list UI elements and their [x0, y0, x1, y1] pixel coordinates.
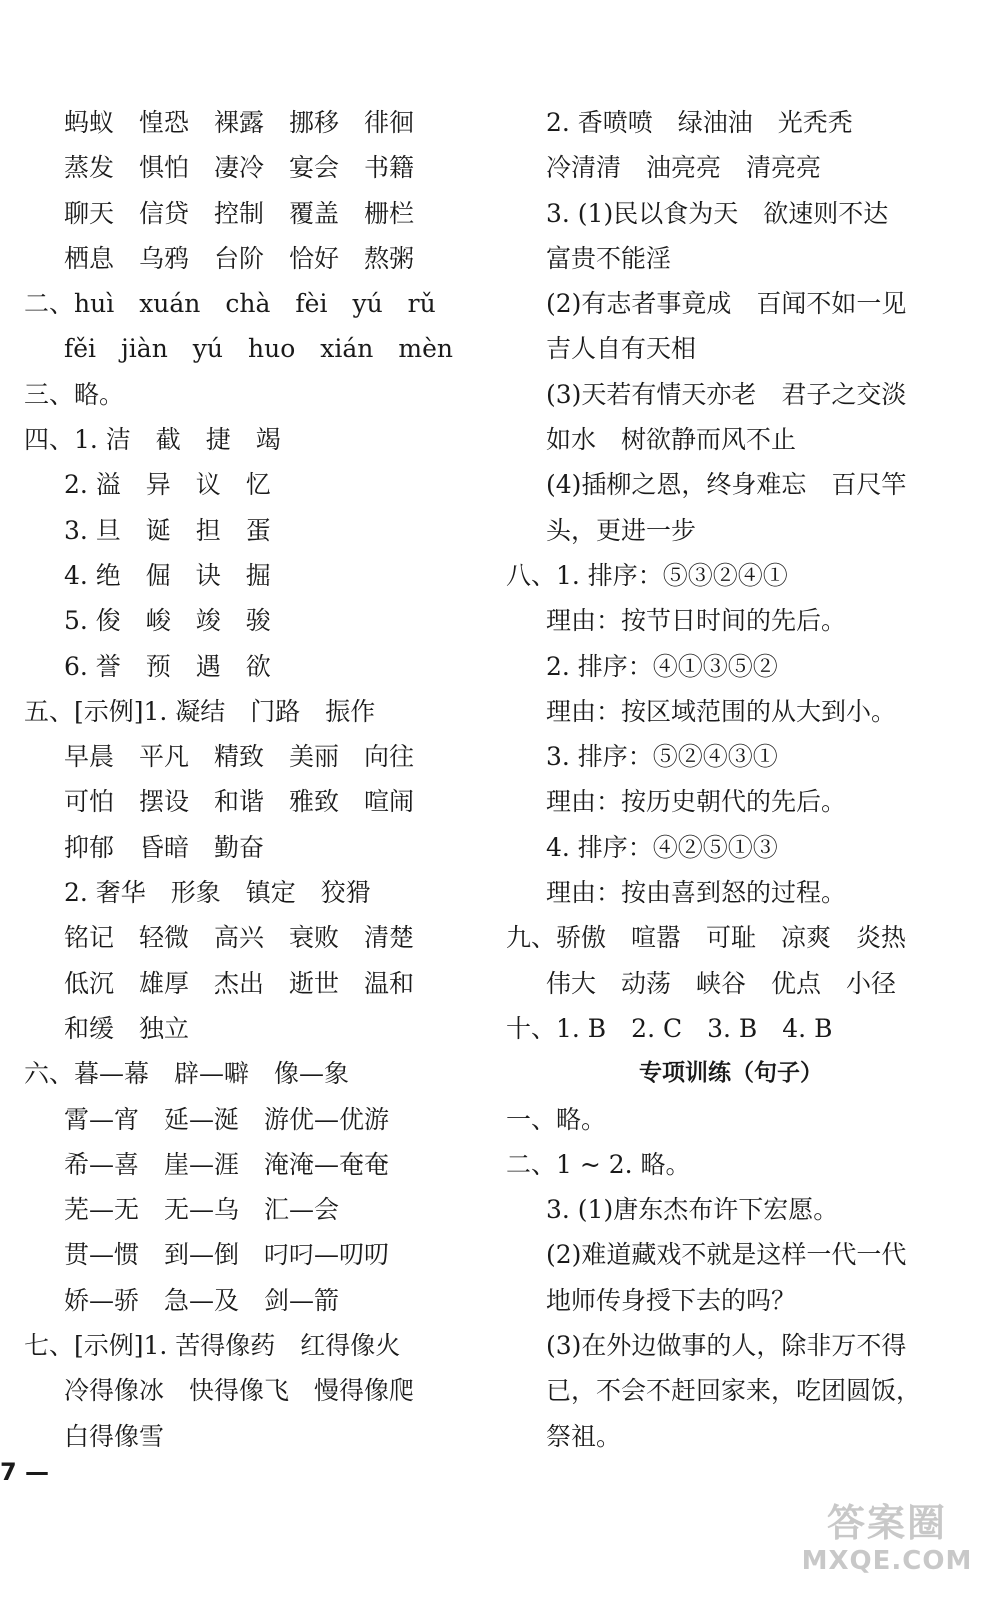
answer-line: 和缓 独立	[64, 1013, 190, 1043]
answer-line: 理由：按历史朝代的先后。	[546, 787, 847, 817]
answer-line: 2. 奢华 形象 镇定 狡猾	[64, 878, 371, 908]
watermark-logo	[794, 1500, 980, 1592]
answer-line: 冷清清 油亮亮 清亮亮	[546, 153, 822, 183]
answer-line: 理由：按区域范围的从大到小。	[546, 696, 897, 726]
answer-line: 十、1. B 2. C 3. B 4. B	[506, 1013, 833, 1043]
answer-line: 3. 旦 诞 担 蛋	[64, 515, 271, 545]
answer-line: 霄—宵 延—涎 游优—优游	[64, 1104, 390, 1134]
answer-line: 早晨 平凡 精致 美丽 向往	[64, 742, 415, 772]
answer-line: 白得像雪	[64, 1421, 165, 1451]
answer-line: 铭记 轻微 高兴 衰败 清楚	[64, 923, 415, 953]
answer-line: 娇—骄 急—及 剑—箭	[64, 1285, 340, 1315]
answer-line: 6. 誉 预 遇 欲	[64, 651, 271, 681]
answer-line: 六、暮—幕 辟—噼 像—象	[24, 1059, 350, 1089]
answer-line: 聊天 信贷 控制 覆盖 栅栏	[64, 198, 415, 228]
answer-line: 祭祖。	[546, 1421, 622, 1451]
watermark-url: MXQE.COM	[801, 1546, 973, 1576]
page-number: 7 —	[0, 1458, 50, 1486]
answer-line: 四、1. 洁 截 捷 竭	[24, 425, 281, 455]
answer-line: 二、1 ~ 2. 略。	[506, 1149, 691, 1179]
answer-line: (2)有志者事竟成 百闻不如一见	[546, 289, 907, 319]
answer-line: 3. 排序：⑤②④③①	[546, 742, 778, 772]
answer-line: 一、略。	[506, 1104, 607, 1134]
answer-line: 5. 俊 峻 竣 骏	[64, 606, 271, 636]
answer-line: 贯—惯 到—倒 叼叼—叨叨	[64, 1240, 390, 1270]
left-column	[24, 100, 464, 1459]
answer-line: 如水 树欲静而风不止	[546, 425, 797, 455]
answer-line: 七、[示例]1. 苦得像药 红得像火	[24, 1331, 401, 1361]
answer-line: 蚂蚁 惶恐 裸露 挪移 徘徊	[64, 108, 415, 137]
answer-line: 可怕 摆设 和谐 雅致 喧闹	[64, 787, 415, 817]
right-column	[506, 100, 956, 1459]
answer-line: 抑郁 昏暗 勤奋	[64, 832, 265, 862]
answer-line: 2. 香喷喷 绿油油 光秃秃	[546, 108, 853, 137]
answer-line: 二、huì xuán chà fèi yú rǔ	[24, 289, 436, 319]
answer-line: 地师传身授下去的吗？	[546, 1285, 797, 1315]
answer-line: 4. 绝 倔 诀 掘	[64, 560, 271, 590]
answer-line: 2. 排序：④①③⑤②	[546, 651, 778, 681]
answer-line: 冷得像冰 快得像飞 慢得像爬	[64, 1376, 415, 1406]
answer-line: 九、骄傲 喧嚣 可耻 凉爽 炎热	[506, 923, 907, 953]
answer-line: 五、[示例]1. 凝结 门路 振作	[24, 696, 376, 726]
answer-line: 希—喜 崖—涯 淹淹—奄奄	[64, 1149, 390, 1179]
answer-line: 理由：按节日时间的先后。	[546, 606, 847, 636]
answer-line: 富贵不能淫	[546, 243, 672, 273]
answer-line: 2. 溢 异 议 忆	[64, 470, 271, 500]
answer-line: 蒸发 惧怕 凄冷 宴会 书籍	[64, 153, 415, 183]
answer-line: 低沉 雄厚 杰出 逝世 温和	[64, 968, 415, 998]
watermark-text: 答案圈	[826, 1501, 947, 1545]
answer-line: (3)在外边做事的人，除非万不得	[546, 1331, 907, 1361]
answer-line: 三、略。	[24, 379, 125, 409]
answer-line: 3. (1)民以食为天 欲速则不达	[546, 198, 889, 228]
answer-line: 3. (1)唐东杰布许下宏愿。	[546, 1195, 839, 1225]
answer-line: 栖息 乌鸦 台阶 恰好 熬粥	[64, 243, 415, 273]
answer-line: 吉人自有天相	[546, 334, 697, 364]
answer-line: 已，不会不赶回家来，吃团圆饭，	[546, 1376, 922, 1406]
answer-line: 头，更进一步	[546, 515, 697, 545]
answer-line: (4)插柳之恩，终身难忘 百尺竿	[546, 470, 907, 500]
answer-line: 八、1. 排序：⑤③②④①	[506, 560, 788, 590]
answer-line: (3)天若有情天亦老 君子之交淡	[546, 379, 907, 409]
answer-line: (2)难道藏戏不就是这样一代一代	[546, 1240, 907, 1270]
answer-line: 伟大 动荡 峡谷 优点 小径	[546, 968, 897, 998]
section-heading: 专项训练（句子）	[639, 1060, 823, 1087]
answer-line: 理由：按由喜到怒的过程。	[546, 878, 847, 908]
answer-line: 4. 排序：④②⑤①③	[546, 832, 778, 862]
answer-line: fěi jiàn yú huo xián mèn	[64, 334, 453, 364]
answer-line: 芜—无 无—乌 汇—会	[64, 1195, 340, 1225]
